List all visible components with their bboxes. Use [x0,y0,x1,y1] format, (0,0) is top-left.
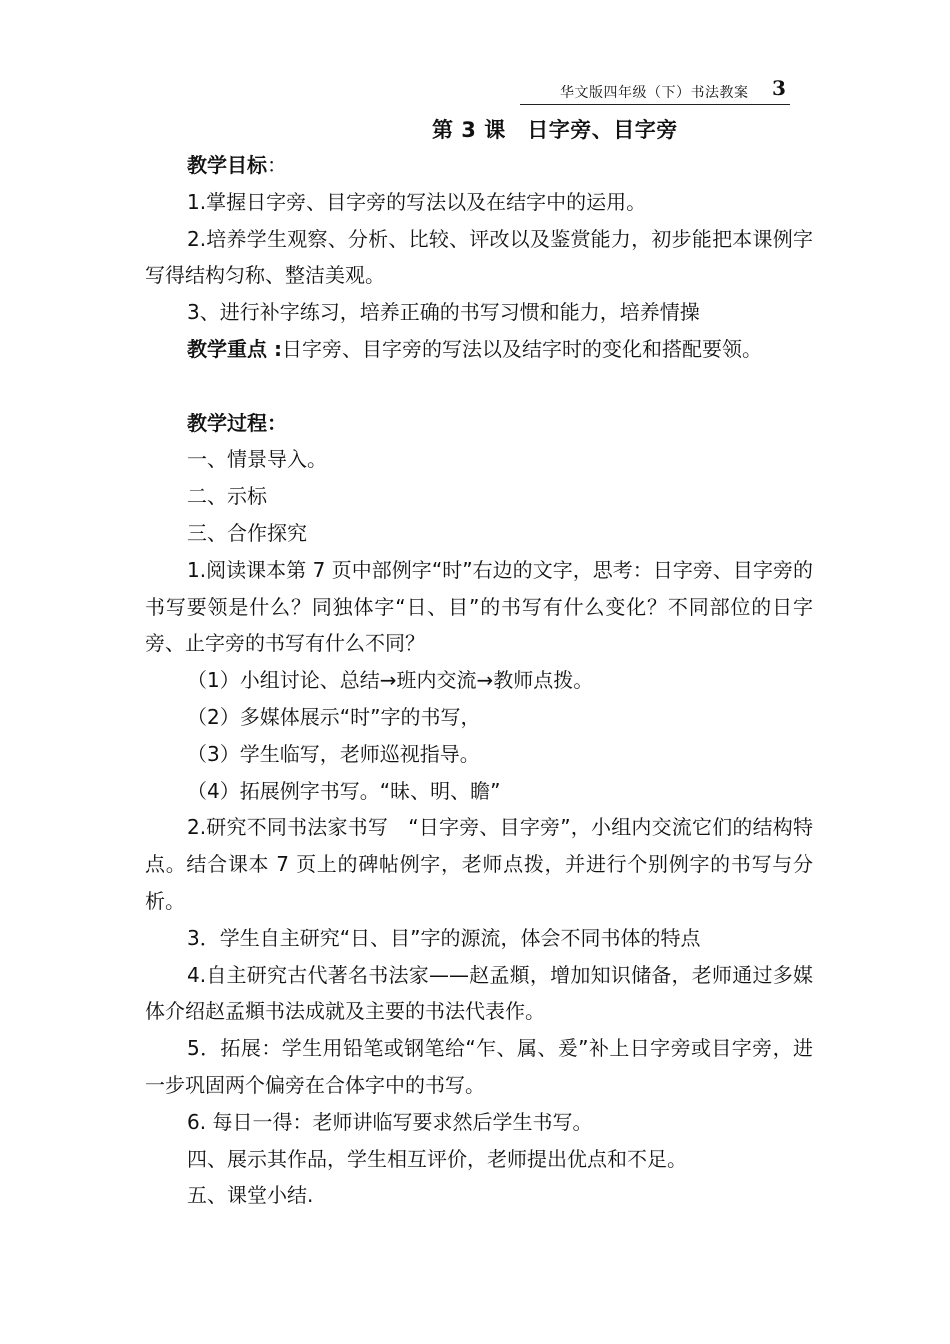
process-substep-2: （2）多媒体展示“时”字的书写， [187,704,481,729]
key-points-text: 日字旁、目字旁的写法以及结字时的变化和搭配要领。 [281,336,762,361]
objective-item-3: 3、进行补字练习，培养正确的书写习惯和能力，培养情操 [187,300,700,325]
process-heading: 教学过程： [187,410,287,435]
process-section-5: 五、课堂小结. [187,1183,314,1208]
process-step-1: 1.阅读课本第 7 页中部例字“时”右边的文字，思考：日字旁、目字旁的书写要领是什么？同独体字“日、目”的书写有什么变化？不同部位的日字旁、止字旁的书写有什么不同？ [145,557,813,656]
objectives-heading-line [145,147,813,184]
process-step-2: 2.研究不同书法家书写 “日字旁、目字旁”，小组内交流它们的结构特点。结合课本 7 页上的碑帖例字，老师点拨，并进行个别例字的书写与分析。 [145,815,813,913]
process-section-3: 三、合作探究 [187,520,307,545]
running-header [520,78,790,105]
process-section-1: 一、情景导入。 [187,447,327,472]
process-step-6: 6. 每日一得：老师讲临写要求然后学生书写。 [187,1109,593,1134]
objective-item-2: 2.培养学生观察、分析、比较、评改以及鉴赏能力，初步能把本课例字写得结构匀称、整洁美观。 [145,226,813,288]
process-section-4: 四、展示其作品，学生相互评价，老师提出优点和不足。 [187,1146,687,1171]
process-substep-1: （1）小组讨论、总结→班内交流→教师点拨。 [187,668,594,693]
process-substep-3: （3）学生临写，老师巡视指导。 [187,741,480,766]
objectives-heading: 教学目标 [187,153,267,177]
document-body [145,147,813,1214]
lesson-title: 第 3 课 日字旁、目字旁 [432,118,678,142]
process-step-5: 5．拓展：学生用铅笔或钢笔给“乍、属、爰”补上日字旁或目字旁，进一步巩固两个偏旁在合体字中的书写。 [145,1036,813,1097]
key-points-heading: 教学重点 : [187,336,282,361]
key-points-line [145,331,813,368]
objectives-colon: ： [267,153,287,177]
process-substep-4: （4）拓展例字书写。“昧、明、瞻” [187,778,501,803]
blank-line [145,368,813,405]
process-section-2: 二、示标 [187,484,267,509]
process-step-3: 3．学生自主研究“日、目”字的源流，体会不同书体的特点 [187,925,701,950]
process-step-4: 4.自主研究古代著名书法家——赵孟頫，增加知识储备，老师通过多媒体介绍赵孟頫书法成就及主要的书法代表作。 [145,962,813,1024]
objective-item-1: 1.掌握日字旁、目字旁的写法以及在结字中的运用。 [187,189,647,214]
page-number: 3 [772,76,786,100]
header-text: 华文版四年级（下）书法教案 [560,85,749,101]
